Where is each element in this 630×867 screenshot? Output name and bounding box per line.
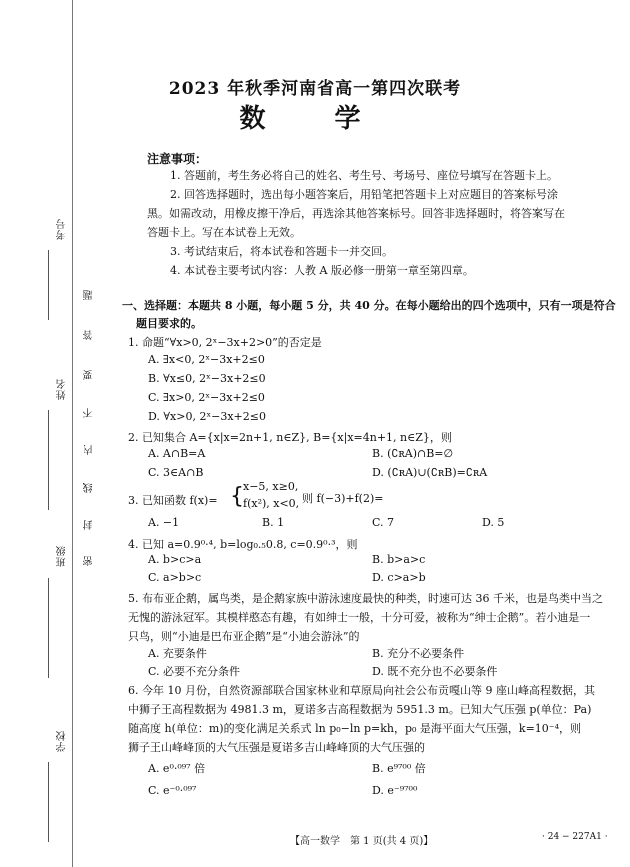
q3-option-b: B. 1: [262, 516, 285, 529]
q3-option-a: A. −1: [148, 516, 180, 529]
q3-option-c: C. 7: [372, 516, 395, 529]
q3-piece-2: f(x²), x<0,: [243, 497, 300, 510]
question-2-stem: 2. 已知集合 A={x|x=2n+1, n∈Z}, B={x|x=4n+1, n∈Z}，则: [128, 431, 452, 444]
page-footer: 【高一数学 第 1 页(共 4 页)】: [290, 836, 434, 847]
seal-char: 密: [84, 556, 95, 566]
notes-heading: 注意事项：: [147, 152, 208, 166]
note-line: 黑。如需改动，用橡皮擦干净后，再选涂其他答案标号。回答非选择题时，将答案写在: [147, 207, 565, 220]
q4-option-b: B. b>a>c: [372, 553, 426, 566]
note-line: 答题卡上。写在本试卷上无效。: [147, 226, 301, 239]
name-label: 姓名: [57, 378, 68, 400]
question-3-stem-tail: 则 f(−3)+f(2)=: [302, 492, 384, 505]
q1-option-c: C. ∃x>0, 2ˣ−3x+2≤0: [148, 391, 265, 404]
q3-piece-1: x−5, x≥0,: [243, 480, 299, 493]
q5-option-d: D. 既不充分也不必要条件: [372, 665, 498, 678]
seal-char: 内: [84, 445, 95, 455]
paper-code: · 24 − 227A1 ·: [542, 832, 608, 842]
seal-char: 题: [84, 290, 95, 300]
q6-option-c: C. e⁻⁰·⁰⁹⁷: [148, 784, 197, 797]
question-5-stem: 5. 布布亚企鹅，属鸟类，是企鹅家族中游泳速度最快的种类，时速可达 36 千米，也是鸟类中当之: [128, 592, 603, 605]
q4-option-a: A. b>c>a: [148, 553, 202, 566]
section-heading-cont: 题目要求的。: [136, 317, 202, 330]
seal-char: 封: [84, 520, 95, 530]
class-line: [48, 578, 49, 678]
q3-option-d: D. 5: [482, 516, 505, 529]
q2-option-b: B. (∁ʀA)∩B=∅: [372, 447, 454, 460]
exam-title: 2023 年秋季河南省高一第四次联考: [168, 79, 462, 99]
note-line: 3. 考试结束后，将本试卷和答题卡一并交回。: [170, 245, 393, 258]
exam-number-line: [48, 250, 49, 320]
question-4-stem: 4. 已知 a=0.9⁰·⁴, b=log₀.₅0.8, c=0.9⁰·³，则: [128, 538, 358, 551]
school-line: [48, 762, 49, 842]
question-6-stem: 随高度 h(单位：m)的变化满足关系式 ln p₀−ln p=kh，p₀ 是海平面大气压强，k=10⁻⁴，则: [128, 722, 582, 735]
q1-option-a: A. ∃x<0, 2ˣ−3x+2≤0: [148, 353, 265, 366]
brace: {: [230, 484, 244, 509]
question-5-stem: 无愧的游泳冠军。其模样憨态有趣，有如绅士一般，十分可爱，被称为“绅士企鹅”。若小迪是一: [128, 611, 591, 624]
q6-option-a: A. e⁰·⁰⁹⁷ 倍: [148, 762, 206, 775]
note-line: 2. 回答选择题时，选出每小题答案后，用铅笔把答题卡上对应题目的答案标号涂: [170, 188, 558, 201]
question-1-stem: 1. 命题“∀x>0, 2ˣ−3x+2>0”的否定是: [128, 336, 322, 349]
q6-option-b: B. e⁹⁷⁰⁰ 倍: [372, 762, 426, 775]
q5-option-a: A. 充要条件: [148, 647, 207, 660]
seal-char: 要: [84, 370, 95, 380]
question-6-stem: 6. 今年 10 月份，自然资源部联合国家林业和草原局向社会公布贡嘎山等 9 座山峰高程数据，其: [128, 684, 595, 697]
question-3-stem: 3. 已知函数 f(x)=: [128, 494, 218, 507]
q5-option-b: B. 充分不必要条件: [372, 647, 465, 660]
class-label: 班级: [57, 545, 68, 567]
q1-option-b: B. ∀x≤0, 2ˣ−3x+2≤0: [148, 372, 266, 385]
q2-option-d: D. (∁ʀA)∪(∁ʀB)=∁ʀA: [372, 466, 488, 479]
seal-char: 线: [84, 483, 95, 493]
subject-title: 数 学: [239, 104, 391, 134]
q1-option-d: D. ∀x>0, 2ˣ−3x+2≤0: [148, 410, 266, 423]
seal-char: 不: [84, 408, 95, 418]
question-6-stem: 中狮子王高程数据为 4981.3 m，夏诺多吉高程数据为 5951.3 m。已知大气压强 p(单位：Pa): [128, 703, 592, 716]
question-5-stem: 只鸟，则“小迪是巴布亚企鹅”是“小迪会游泳”的: [128, 630, 360, 643]
section-heading: 一、选择题：本题共 8 小题，每小题 5 分，共 40 分。在每小题给出的四个选项中，只有一项是符合: [122, 299, 616, 312]
note-line: 4. 本试卷主要考试内容：人教 A 版必修一册第一章至第四章。: [170, 264, 474, 277]
name-line: [48, 410, 49, 510]
q2-option-c: C. 3∈A∩B: [148, 466, 204, 479]
note-line: 1. 答题前，考生务必将自己的姓名、考生号、考场号、座位号填写在答题卡上。: [170, 169, 558, 182]
school-label: 学校: [57, 730, 68, 752]
seal-char: 答: [84, 330, 95, 340]
exam-number-label: 考号: [57, 218, 68, 240]
q4-option-c: C. a>b>c: [148, 571, 202, 584]
q6-option-d: D. e⁻⁹⁷⁰⁰: [372, 784, 418, 797]
q4-option-d: D. c>a>b: [372, 571, 426, 584]
q2-option-a: A. A∩B=A: [148, 447, 206, 460]
question-6-stem: 狮子王山峰峰顶的大气压强是夏诺多吉山峰峰顶的大气压强的: [128, 741, 425, 754]
q5-option-c: C. 必要不充分条件: [148, 665, 241, 678]
